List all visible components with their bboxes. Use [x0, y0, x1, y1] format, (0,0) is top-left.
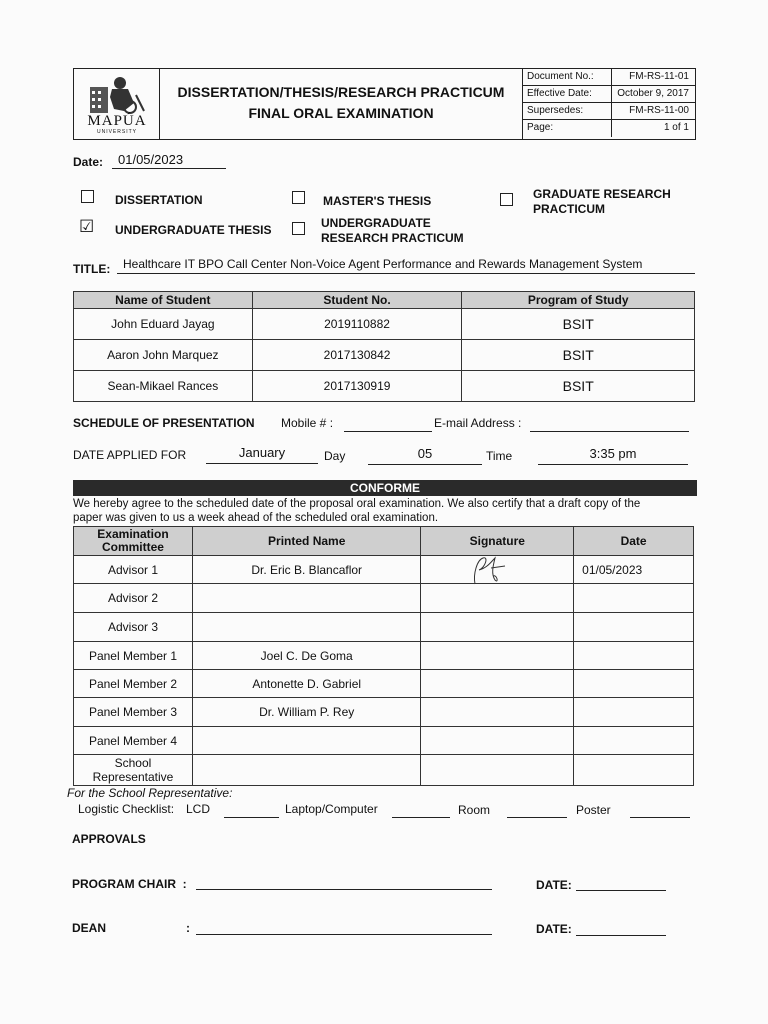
- signature-cell[interactable]: [421, 698, 574, 727]
- document-info: [522, 69, 696, 139]
- dean-colon: :: [186, 921, 190, 935]
- form-title: [160, 69, 522, 139]
- committee-date: [574, 642, 694, 670]
- table-row: [74, 727, 694, 755]
- signature-cell[interactable]: [421, 727, 574, 755]
- conforme-bar: CONFORME: [73, 480, 697, 496]
- student-number: 2017130919: [252, 371, 462, 402]
- date-label: Date:: [73, 155, 104, 169]
- program-chair-date-field[interactable]: [576, 876, 666, 891]
- table-row: [74, 371, 695, 402]
- university-name: MAPÚA: [87, 113, 147, 129]
- col-header-name: Name of Student: [74, 292, 253, 309]
- undergrad-practicum-label-2: RESEARCH PRACTICUM: [321, 231, 464, 245]
- committee-role: Panel Member 3: [74, 698, 193, 727]
- committee-date: [574, 613, 694, 642]
- dean-date-label: DATE:: [536, 922, 572, 936]
- committee-role: School Representative: [74, 755, 193, 786]
- col-header-student-no: Student No.: [252, 292, 462, 309]
- time-field[interactable]: 3:35 pm: [538, 446, 688, 465]
- checklist-lcd-label: LCD: [186, 802, 211, 816]
- committee-name: [192, 584, 420, 613]
- committee-role: Panel Member 1: [74, 642, 193, 670]
- doc-info-row: Effective Date: October 9, 2017: [523, 86, 695, 103]
- dissertation-checkbox[interactable]: [81, 190, 94, 203]
- schedule-label: SCHEDULE OF PRESENTATION: [73, 416, 255, 430]
- committee-name: [192, 727, 420, 755]
- graduate-practicum-checkbox[interactable]: [500, 193, 513, 206]
- table-row: [74, 584, 694, 613]
- col-header-signature: Signature: [421, 527, 574, 556]
- dissertation-label: DISSERTATION: [115, 193, 203, 207]
- email-label: E-mail Address :: [434, 416, 522, 430]
- signature-cell[interactable]: [421, 556, 574, 584]
- signature-cell[interactable]: [421, 613, 574, 642]
- university-sub: UNIVERSITY: [96, 129, 137, 135]
- table-row: [74, 556, 694, 584]
- time-label: Time: [486, 449, 513, 463]
- committee-date: [574, 698, 694, 727]
- committee-date: [574, 755, 694, 786]
- student-name: Aaron John Marquez: [74, 340, 253, 371]
- approvals-heading: APPROVALS: [72, 832, 146, 846]
- committee-date: [574, 727, 694, 755]
- students-table: [73, 291, 695, 402]
- graduate-practicum-label-2: PRACTICUM: [533, 202, 605, 216]
- mobile-label: Mobile # :: [281, 416, 334, 430]
- masters-thesis-checkbox[interactable]: [292, 191, 305, 204]
- committee-role: Advisor 1: [74, 556, 193, 584]
- col-header-program: Program of Study: [462, 292, 695, 309]
- committee-date: [574, 584, 694, 613]
- doc-info-row: Document No.: FM-RS-11-01: [523, 69, 695, 86]
- title-label: TITLE:: [73, 262, 111, 276]
- committee-name: Joel C. De Goma: [192, 642, 420, 670]
- dean-date-field[interactable]: [576, 921, 666, 936]
- program-chair-label: PROGRAM CHAIR :: [72, 877, 187, 891]
- signature-cell[interactable]: [421, 755, 574, 786]
- student-number: 2019110882: [252, 309, 462, 340]
- day-field[interactable]: 05: [368, 446, 482, 465]
- mobile-field[interactable]: [344, 416, 432, 432]
- handwritten-signature: [461, 554, 521, 588]
- committee-role: Panel Member 4: [74, 727, 193, 755]
- logistic-checklist-label: Logistic Checklist:: [78, 802, 175, 816]
- table-row: [74, 613, 694, 642]
- form-header: [73, 68, 696, 140]
- table-row: [74, 309, 695, 340]
- program-chair-signature-field[interactable]: [196, 875, 492, 890]
- day-label: Day: [324, 449, 346, 463]
- undergrad-practicum-label-1: UNDERGRADUATE: [321, 216, 431, 230]
- committee-name: Antonette D. Gabriel: [192, 670, 420, 698]
- thesis-title-field[interactable]: Healthcare IT BPO Call Center Non-Voice Agent Performance and Rewards Management System: [117, 257, 695, 274]
- undergrad-practicum-checkbox[interactable]: [292, 222, 305, 235]
- form-title-line2: FINAL ORAL EXAMINATION: [248, 105, 434, 121]
- conforme-text-1: We hereby agree to the scheduled date of the proposal oral examination. We also certify that a draft copy of the: [73, 498, 641, 510]
- checklist-poster-field[interactable]: [630, 804, 690, 818]
- committee-table: [73, 526, 694, 786]
- committee-role: Advisor 2: [74, 584, 193, 613]
- month-field[interactable]: January: [206, 445, 318, 464]
- signature-cell[interactable]: [421, 670, 574, 698]
- checklist-lcd-field[interactable]: [224, 804, 279, 818]
- email-field[interactable]: [530, 416, 689, 432]
- table-row: [74, 755, 694, 786]
- committee-name: [192, 613, 420, 642]
- graduate-practicum-label-1: GRADUATE RESEARCH: [533, 187, 671, 201]
- student-program: BSIT: [462, 371, 695, 402]
- committee-date: 01/05/2023: [574, 556, 694, 584]
- col-header-printed-name: Printed Name: [192, 527, 420, 556]
- checklist-poster-label: Poster: [576, 803, 611, 817]
- date-applied-label: DATE APPLIED FOR: [73, 448, 187, 462]
- masters-thesis-label: MASTER'S THESIS: [323, 194, 432, 208]
- date-field[interactable]: 01/05/2023: [112, 152, 226, 169]
- conforme-text-2: paper was given to us a week ahead of the scheduled oral examination.: [73, 512, 439, 524]
- committee-date: [574, 670, 694, 698]
- committee-role: Panel Member 2: [74, 670, 193, 698]
- student-name: John Eduard Jayag: [74, 309, 253, 340]
- committee-name: Dr. Eric B. Blancaflor: [192, 556, 420, 584]
- table-row: [74, 642, 694, 670]
- table-row: [74, 698, 694, 727]
- checklist-room-field[interactable]: [507, 804, 567, 818]
- table-row: [74, 670, 694, 698]
- school-rep-note: For the School Representative:: [67, 786, 233, 800]
- signature-cell[interactable]: [421, 642, 574, 670]
- student-program: BSIT: [462, 340, 695, 371]
- student-number: 2017130842: [252, 340, 462, 371]
- undergrad-thesis-checkbox-checked[interactable]: ☑: [79, 217, 95, 236]
- seal-icon: [84, 73, 150, 115]
- committee-name: [192, 755, 420, 786]
- student-program: BSIT: [462, 309, 695, 340]
- doc-info-row: Supersedes: FM-RS-11-00: [523, 103, 695, 120]
- checklist-laptop-field[interactable]: [392, 804, 450, 818]
- col-header-date: Date: [574, 527, 694, 556]
- checklist-room-label: Room: [458, 803, 491, 817]
- form-title-line1: DISSERTATION/THESIS/RESEARCH PRACTICUM: [177, 84, 505, 100]
- dean-label: DEAN: [72, 921, 107, 935]
- checklist-laptop-label: Laptop/Computer: [285, 802, 378, 816]
- dean-signature-field[interactable]: [196, 920, 492, 935]
- university-logo: [74, 69, 160, 139]
- program-chair-date-label: DATE:: [536, 878, 572, 892]
- student-name: Sean-Mikael Rances: [74, 371, 253, 402]
- doc-info-row: Page: 1 of 1: [523, 120, 695, 137]
- table-row: [74, 340, 695, 371]
- committee-name: Dr. William P. Rey: [192, 698, 420, 727]
- col-header-committee: Examination Committee: [74, 527, 193, 556]
- undergrad-thesis-label: UNDERGRADUATE THESIS: [115, 223, 272, 237]
- committee-role: Advisor 3: [74, 613, 193, 642]
